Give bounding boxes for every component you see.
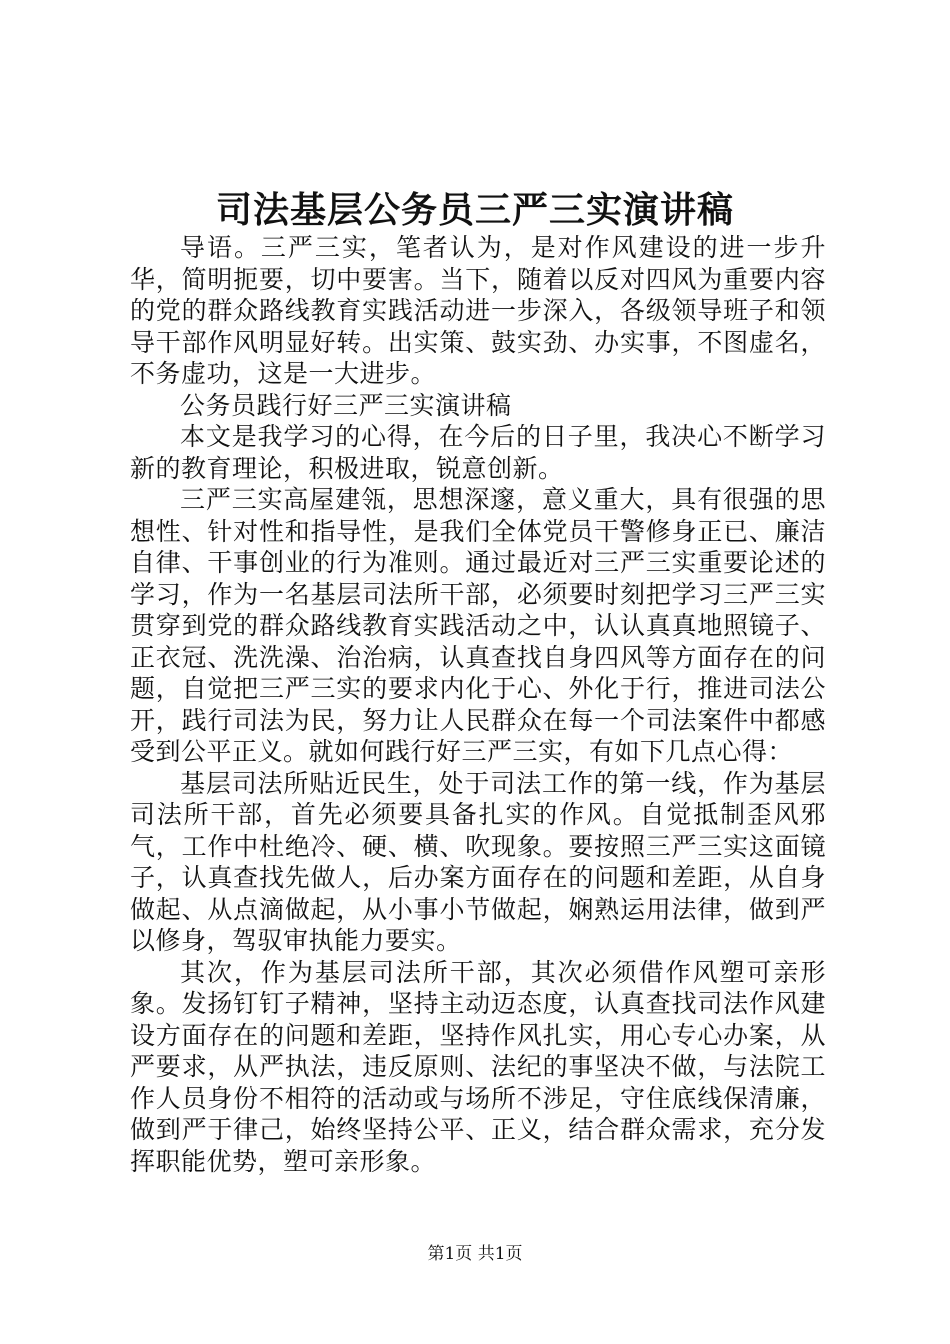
- paragraph-intro: 导语。三严三实，笔者认为，是对作风建设的进一步升华，简明扼要，切中要害。当下，随着以反对四风为重要内容的党的群众路线教育实践活动进一步深入，各级领导班子和领导干部作风明显好转。出实策、鼓实劲、办实事，不图虚名，不务虚功，这是一大进步。: [130, 233, 826, 388]
- paragraph-first-point: 基层司法所贴近民生，处于司法工作的第一线，作为基层司法所干部，首先必须要具备扎实的作风。自觉抵制歪风邪气，工作中杜绝冷、硬、横、吹现象。要按照三严三实这面镜子，认真查找先做人，后办案方面存在的问题和差距，从自身做起、从点滴做起，从小事小节做起，娴熟运用法律，做到严以修身，驾驭审执能力要实。: [130, 768, 826, 955]
- paragraph-second-point: 其次，作为基层司法所干部，其次必须借作风塑可亲形象。发扬钉钉子精神，坚持主动迈态度，认真查找司法作风建设方面存在的问题和差距，坚持作风扎实，用心专心办案，从严要求，从严执法，违反原则、法纪的事坚决不做，与法院工作人员身份不相符的活动或与场所不涉足，守住底线保清廉，做到严于律己，始终坚持公平、正义，结合群众需求，充分发挥职能优势，塑可亲形象。: [130, 957, 826, 1176]
- paragraph-subtitle: 公务员践行好三严三实演讲稿: [180, 390, 512, 420]
- paragraph-learning: 本文是我学习的心得，在今后的日子里，我决心不断学习新的教育理论，积极进取，锐意创新。: [130, 422, 826, 483]
- page-number-footer: 第1页 共1页: [427, 1244, 523, 1264]
- document-body: [130, 232, 826, 1177]
- document-title: 司法基层公务员三严三实演讲稿: [215, 189, 734, 231]
- paragraph-principles: 三严三实高屋建瓴，思想深邃，意义重大，具有很强的思想性、针对性和指导性，是我们全体党员干警修身正已、廉洁自律、干事创业的行为准则。通过最近对三严三实重要论述的学习，作为一名基层司法所干部，必须要时刻把学习三严三实贯穿到党的群众路线教育实践活动之中，认认真真地照镜子、正衣冠、洗洗澡、治治病，认真查找自身四风等方面存在的问题，自觉把三严三实的要求内化于心、外化于行，推进司法公开，践行司法为民，努力让人民群众在每一个司法案件中都感受到公平正义。就如何践行好三严三实，有如下几点心得：: [130, 485, 826, 766]
